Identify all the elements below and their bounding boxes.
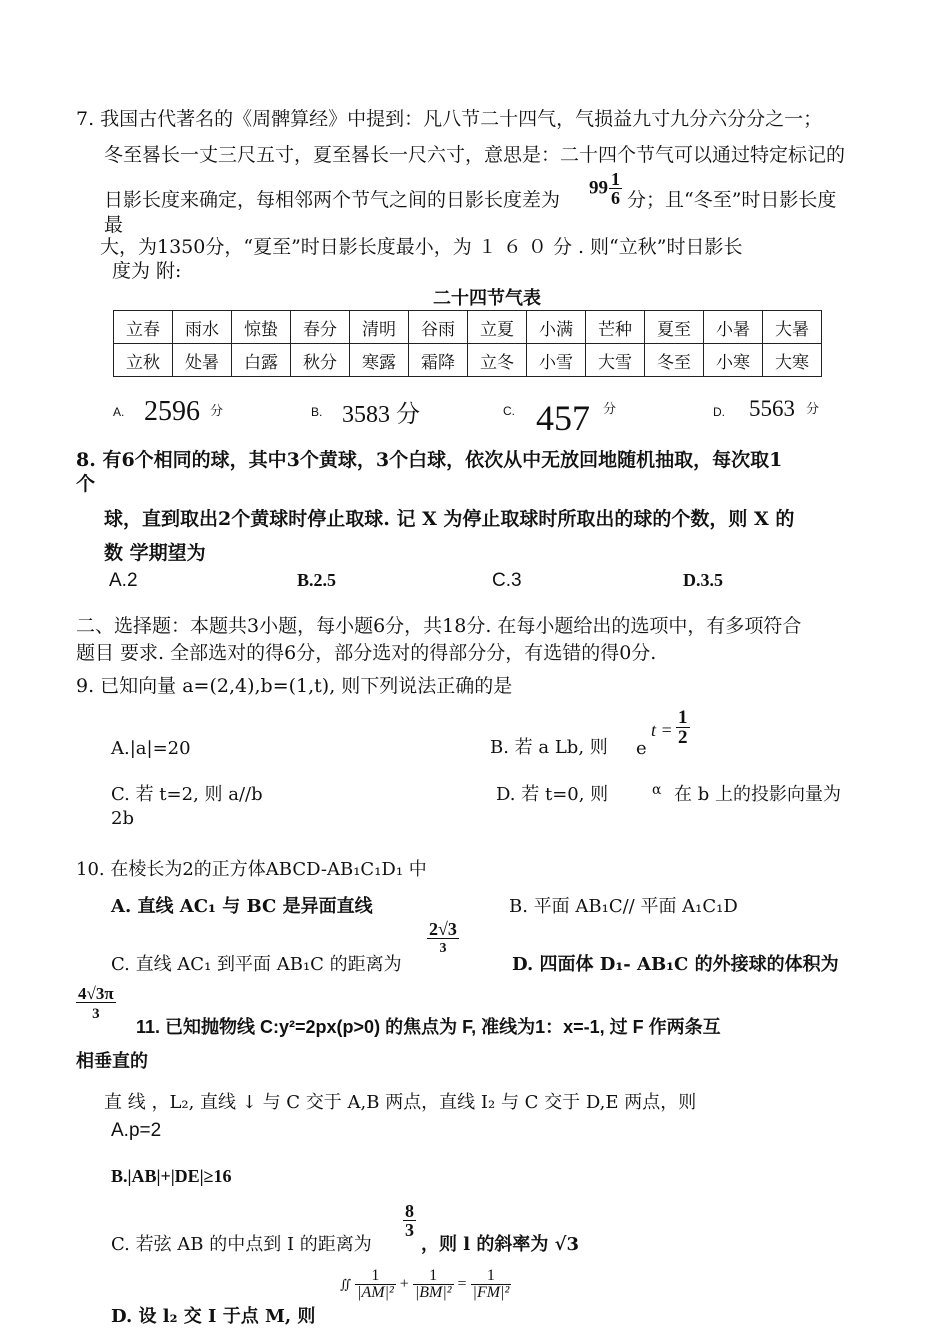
q7-option-a-label: A. <box>113 405 125 419</box>
table-cell: 立秋 <box>114 344 173 377</box>
q11-eq-prefix: ∬ <box>340 1276 352 1292</box>
q9-option-b-fraction <box>676 708 690 747</box>
table-cell: 小暑 <box>704 311 763 344</box>
q7-option-c-value: 457 <box>536 398 590 438</box>
table-cell: 清明 <box>350 311 409 344</box>
q8-line3: 数 学期望为 <box>104 542 206 564</box>
q8-line1: 8. 有6个相同的球，其中3个黄球，3个白球，依次从中无放回地随机抽取，每次取1 <box>76 449 783 471</box>
table-cell: 芒种 <box>586 311 645 344</box>
q7-option-d-unit: 分 <box>806 402 820 417</box>
q11-c-den: 3 <box>405 1220 414 1240</box>
q7-line1: 7. 我国古代著名的《周髀算经》中提到：凡八节二十四气，气损益九寸九分六分分之一； <box>76 108 823 130</box>
q10-option-c: C. 直线 AC₁ 到平面 AB₁C 的距离为 <box>111 954 402 975</box>
q10-c-den: 3 <box>439 941 447 956</box>
q10-option-c-fraction <box>427 920 459 956</box>
table-cell: 寒露 <box>350 344 409 377</box>
q7-option-c-label: C. <box>503 404 515 418</box>
q11-f1-den: |AM|² <box>357 1284 394 1301</box>
q11-option-c: C. 若弦 AB 的中点到 I 的距离为 <box>111 1234 372 1255</box>
table-cell: 小寒 <box>704 344 763 377</box>
table-cell: 大暑 <box>763 311 822 344</box>
table-cell: 霜降 <box>409 344 468 377</box>
table-cell: 小雪 <box>527 344 586 377</box>
q9-option-a: A.|a|=20 <box>111 738 191 759</box>
q9-option-d-tail: 在 b 上的投影向量为 <box>674 784 841 805</box>
q7-option-c-unit: 分 <box>603 402 617 417</box>
q9-option-b: B. 若 a Lb, 则 <box>490 737 608 758</box>
q11-line2: 相垂直的 <box>76 1051 148 1072</box>
q11-eq: = <box>457 1275 467 1293</box>
q10-stem: 10. 在棱长为2的正方体ABCD-AB₁C₁D₁ 中 <box>76 859 427 880</box>
table-cell: 惊蛰 <box>232 311 291 344</box>
table-cell: 立春 <box>114 311 173 344</box>
q7-line3-tail: 分；且“冬至”时日影长度 <box>627 189 837 211</box>
q8-option-a: A.2 <box>109 570 138 591</box>
q8-line2: 球，直到取出2个黄球时停止取球. 记 X 为停止取球时所取出的球的个数，则 X 的 <box>104 508 795 530</box>
q7-option-b-value: 3583 分 <box>342 402 420 428</box>
table-row <box>114 311 822 344</box>
q11-f2-num: 1 <box>413 1268 454 1285</box>
q10-option-b: B. 平面 AB₁C// 平面 A₁C₁D <box>509 896 738 917</box>
table-cell: 冬至 <box>645 344 704 377</box>
q7-option-b-label: B. <box>311 405 323 419</box>
q7-option-d-value: 5563 <box>749 396 795 421</box>
q11-f2-den: |BM|² <box>414 1284 452 1301</box>
q7-frac-num: 1 <box>611 169 620 189</box>
q11-plus: + <box>399 1275 409 1293</box>
q9-option-d-end: 2b <box>111 808 134 829</box>
q9-frac-num: 1 <box>678 707 688 728</box>
q8-option-b: B.2.5 <box>297 570 337 590</box>
table-cell: 白露 <box>232 344 291 377</box>
q11-option-d: D. 设 l₂ 交 I 于点 M, 则 <box>111 1306 316 1327</box>
q7-frac-whole: 99 <box>589 177 608 199</box>
q11-f3-den: |FM|² <box>472 1284 510 1301</box>
table-cell: 处暑 <box>173 344 232 377</box>
q11-line3: 直 线 ，L₂, 直线 ↓ 与 C 交于 A,B 两点，直线 I₂ 与 C 交于 D,E 两点，则 <box>104 1092 697 1113</box>
table-row <box>114 344 822 377</box>
q11-option-c-fraction <box>403 1202 416 1239</box>
q8-option-c: C.3 <box>492 570 522 591</box>
q7-option-a-unit: 分 <box>210 404 224 419</box>
table-cell: 小满 <box>527 311 586 344</box>
q11-c-num: 8 <box>405 1201 414 1221</box>
q8-line1-wrap: 个 <box>76 473 96 495</box>
q7-line2: 冬至晷长一丈三尺五寸，夏至晷长一尺六寸，意思是：二十四个节气可以通过特定标记的 <box>104 144 846 166</box>
q7-line3-wrap: 最 <box>104 214 124 236</box>
table-cell: 春分 <box>291 311 350 344</box>
q11-line1: 11. 已知抛物线 C:y²=2px(p>0) 的焦点为 F, 准线为1：x=-1, 过 F 作两条互 <box>136 1017 721 1037</box>
section2-line2: 题目 要求. 全部选对的得6分，部分选对的得部分分，有选错的得0分. <box>76 642 657 664</box>
q7-line5: 度为 附: <box>112 260 182 282</box>
q7-mixed-fraction <box>589 170 622 207</box>
q7-frac-den: 6 <box>611 188 620 208</box>
table-cell: 立夏 <box>468 311 527 344</box>
q10-vol-den: 3 <box>92 1006 100 1022</box>
q11-option-d-equation <box>340 1268 511 1301</box>
q7-line3-text: 日影长度来确定，每相邻两个节气之间的日影长度差为 <box>104 189 561 211</box>
table-cell: 秋分 <box>291 344 350 377</box>
section2-line1: 二、选择题：本题共3小题，每小题6分，共18分. 在每小题给出的选项中，有多项符合 <box>76 615 802 637</box>
table-cell: 雨水 <box>173 311 232 344</box>
solar-terms-table <box>113 310 822 377</box>
q10-c-num: 2√3 <box>429 919 457 939</box>
solar-terms-table-title: 二十四节气表 <box>433 288 541 309</box>
q7-line4: 大，为1350分，“夏至”时日影长度最小，为 １ ６ ０ 分 . 则“立秋”时日影长 <box>100 236 743 258</box>
q9-option-b-e: e <box>636 738 647 759</box>
q11-option-b: B.|AB|+|DE|≥16 <box>111 1166 232 1186</box>
q9-option-b-t: t = <box>651 720 673 740</box>
q9-option-c: C. 若 t=2, 则 a//b <box>111 784 263 805</box>
q9-frac-den: 2 <box>678 727 688 748</box>
table-cell: 夏至 <box>645 311 704 344</box>
table-cell: 立冬 <box>468 344 527 377</box>
q10-option-d: D. 四面体 D₁- AB₁C 的外接球的体积为 <box>512 954 839 975</box>
q9-option-d: D. 若 t=0, 则 <box>496 784 609 805</box>
q7-line3 <box>104 185 560 212</box>
q7-option-a-value: 2596 <box>144 396 200 427</box>
table-cell: 大寒 <box>763 344 822 377</box>
q8-option-d: D.3.5 <box>683 570 723 590</box>
q9-stem: 9. 已知向量 a=(2,4),b=(1,t), 则下列说法正确的是 <box>76 675 513 697</box>
table-cell: 大雪 <box>586 344 645 377</box>
q7-option-d-label: D. <box>713 405 725 419</box>
q11-option-c-tail: ，则 l 的斜率为 √3 <box>421 1234 579 1255</box>
q11-option-a: A.p=2 <box>111 1120 162 1141</box>
table-cell: 谷雨 <box>409 311 468 344</box>
q10-vol-num: 4√3π <box>78 984 114 1003</box>
q9-option-d-alpha: α <box>652 782 662 798</box>
q10-volume-fraction <box>76 985 116 1022</box>
q11-f3-num: 1 <box>471 1268 512 1285</box>
q11-f1-num: 1 <box>355 1268 396 1285</box>
q10-option-a: A. 直线 AC₁ 与 BC 是异面直线 <box>111 896 373 917</box>
